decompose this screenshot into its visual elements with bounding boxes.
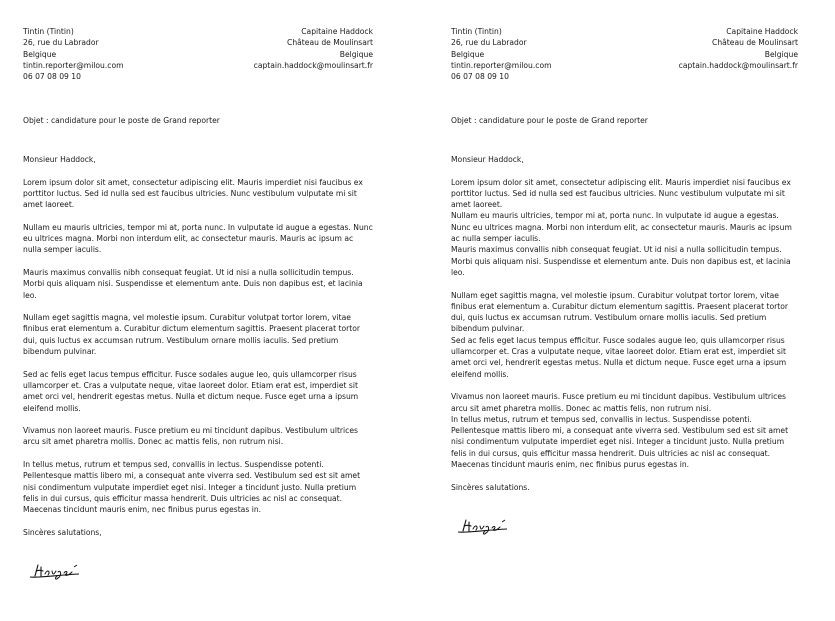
body-paragraph: Nullam eget sagittis magna, vel molestie ipsum. Curabitur volutpat tortor lorem, vitae finibus erat elementum a. Curabitur dictum elementum sagittis. Praesent placerat tortor dui, quis luctus ex accumsan rutrum. Vestibulum ornare mollis iaculis. Sed pretium bibendum pulvinar. [23, 313, 360, 357]
letter-right [451, 26, 798, 540]
sender-street: 26, rue du Labrador [451, 38, 527, 48]
signature-image [455, 515, 509, 537]
body-paragraph: Sed ac felis eget lacus tempus efficitur. Fusce sodales augue leo, quis ullamcorper risus ullamcorper et. Cras a vulputate neque, vitae laoreet dolor. Etiam erat est, imperdiet sit amet orci vel, hendrerit egestas metus. Nulla et dictum neque. Fusce eget urna a ipsum eleifend mollis. [23, 369, 359, 413]
sender-address [451, 26, 552, 82]
sender-name: Tintin (Tintin) [23, 27, 74, 36]
letter-left [23, 26, 373, 585]
recipient-country: Belgique [764, 49, 798, 59]
sender-phone: 06 07 08 09 10 [451, 72, 509, 82]
recipient-name: Capitaine Haddock [726, 27, 798, 36]
sender-country: Belgique [23, 49, 57, 59]
recipient-place: Château de Moulinsart [287, 38, 373, 48]
greeting: Monsieur Haddock, [451, 155, 524, 165]
closing: Sincères salutations. [451, 482, 530, 492]
sender-email: tintin.reporter@milou.com [23, 60, 124, 70]
recipient-place: Château de Moulinsart [712, 38, 798, 48]
body-paragraph: Lorem ipsum dolor sit amet, consectetur adipiscing elit. Mauris imperdiet nisi faucibus ex porttitor luctus. Sed id nulla sed est faucibus ultricies. Nunc vestibulum vulputate mi sit amet laoreet. [451, 177, 791, 210]
body-paragraph: Vivamus non laoreet mauris. Fusce pretium eu mi tincidunt dapibus. Vestibulum ultrices arcu sit amet pharetra mollis. Donec ac mattis felis, non rutrum nisi. [23, 426, 358, 447]
body-paragraph: Nullam eget sagittis magna, vel molestie ipsum. Curabitur volutpat tortor lorem, vitae finibus erat elementum a. Curabitur dictum elementum sagittis. Praesent placerat tortor dui, quis luctus ex accumsan rutrum. Vestibulum ornare mollis iaculis. Sed pretium bibendum pulvinar. [451, 290, 788, 334]
subject-line: Objet : candidature pour le poste de Grand reporter [23, 116, 220, 125]
sender-address [23, 26, 124, 82]
recipient-email: captain.haddock@moulinsart.fr [253, 60, 373, 70]
recipient-name: Capitaine Haddock [301, 27, 373, 36]
recipient-email: captain.haddock@moulinsart.fr [678, 60, 798, 70]
recipient-address [254, 26, 373, 71]
body-paragraph: Nullam eu mauris ultricies, tempor mi at, porta nunc. In vulputate id augue a egestas. Nunc eu ultrices magna. Morbi non interdum elit, ac consectetur mauris. Mauris ac ipsum ac nulla semper iaculis. [451, 211, 792, 244]
sender-phone: 06 07 08 09 10 [23, 72, 81, 82]
sender-country: Belgique [451, 49, 485, 59]
closing: Sincères salutations, [23, 527, 102, 537]
greeting: Monsieur Haddock, [23, 155, 96, 165]
sender-email: tintin.reporter@milou.com [451, 60, 552, 70]
body-paragraph: Mauris maximus convallis nibh consequat feugiat. Ut id nisi a nulla sollicitudin tempus. Morbi quis aliquam nisi. Suspendisse et elementum ante. Duis non dapibus est, et lacinia leo. [451, 245, 791, 277]
body-paragraph: In tellus metus, rutrum et tempus sed, convallis in lectus. Suspendisse potenti. Pellentesque mattis libero mi, a consequat ante viverra sed. Vestibulum sed est sit amet nisi condimentum vulputate imperdiet eget nisi. Integer a tincidunt justo. Nulla pretium felis in dui cursus, quis efficitur massa hendrerit. Duis ultricies ac nisl ac consequat. Maecenas tincidunt mauris enim, nec finibus purus egestas in. [23, 460, 361, 515]
address-block [23, 26, 373, 82]
body-paragraph: In tellus metus, rutrum et tempus sed, convallis in lectus. Suspendisse potenti. Pellentesque mattis libero mi, a consequat ante viverra sed. Vestibulum sed est sit amet nisi condimentum vulputate imperdiet eget nisi. Integer a tincidunt justo. Nulla pretium felis in dui cursus, quis efficitur massa hendrerit. Duis ultricies ac nisl ac consequat. Maecenas tincidunt mauris enim, nec finibus purus egestas in. [451, 414, 789, 470]
body-paragraph: Sed ac felis eget lacus tempus efficitur. Fusce sodales augue leo, quis ullamcorper risus ullamcorper et. Cras a vulputate neque, vitae laoreet dolor. Etiam erat est, imperdiet sit amet orci vel, hendrerit egestas metus. Nulla et dictum neque. Fusce eget urna a ipsum eleifend mollis. [451, 335, 787, 379]
address-block [451, 26, 798, 82]
recipient-address [679, 26, 798, 71]
recipient-country: Belgique [339, 49, 373, 59]
sender-street: 26, rue du Labrador [23, 38, 99, 48]
signature-image [27, 560, 81, 582]
sender-name: Tintin (Tintin) [451, 27, 502, 36]
subject-line: Objet : candidature pour le poste de Grand reporter [451, 116, 648, 125]
body-paragraph: Nullam eu mauris ultricies, tempor mi at, porta nunc. In vulputate id augue a egestas. Nunc eu ultrices magna. Morbi non interdum elit, ac consectetur mauris. Mauris ac ipsum ac nulla semper iaculis. [23, 222, 373, 255]
body-paragraph: Mauris maximus convallis nibh consequat feugiat. Ut id nisi a nulla sollicitudin tempus. Morbi quis aliquam nisi. Suspendisse et elementum ante. Duis non dapibus est, et lacinia leo. [23, 267, 363, 300]
body-paragraph: Lorem ipsum dolor sit amet, consectetur adipiscing elit. Mauris imperdiet nisi faucibus ex porttitor luctus. Sed id nulla sed est faucibus ultricies. Nunc vestibulum vulputate mi sit amet laoreet. [23, 177, 363, 210]
body-paragraph: Vivamus non laoreet mauris. Fusce pretium eu mi tincidunt dapibus. Vestibulum ultrices arcu sit amet pharetra mollis. Donec ac mattis felis, non rutrum nisi. [451, 392, 786, 413]
